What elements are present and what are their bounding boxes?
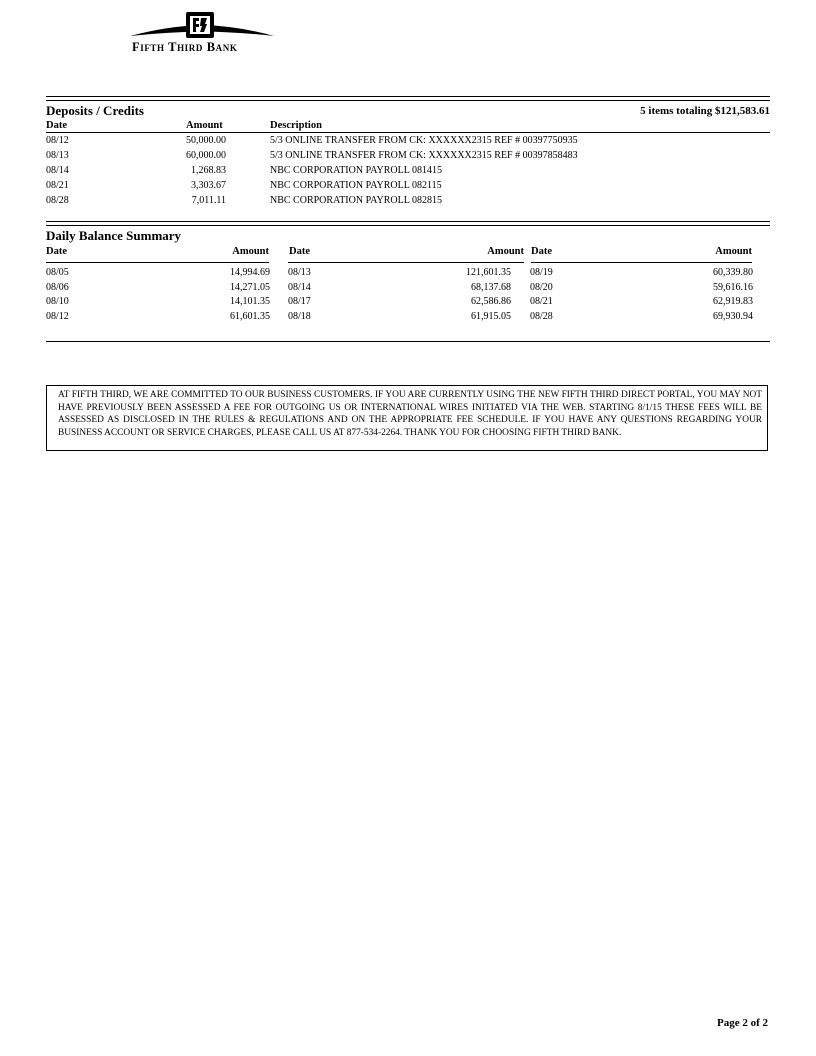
deposit-date: 08/13 — [46, 150, 69, 161]
balance-date: 08/06 — [46, 282, 69, 293]
balance-date-header: Date — [289, 246, 310, 257]
deposit-description: NBC CORPORATION PAYROLL 082115 — [270, 180, 442, 191]
balance-date: 08/10 — [46, 296, 69, 307]
balance-header-rule — [531, 262, 752, 263]
balance-amount: 61,601.35 — [230, 311, 270, 322]
balance-date: 08/18 — [288, 311, 311, 322]
deposit-amount: 1,268.83 — [191, 165, 226, 176]
deposit-date: 08/12 — [46, 135, 69, 146]
balance-amount-header: Amount — [715, 246, 752, 257]
balance-date: 08/28 — [530, 311, 553, 322]
section-end-rule — [46, 341, 770, 342]
balance-amount-header: Amount — [487, 246, 524, 257]
balance-amount: 61,915.05 — [471, 311, 511, 322]
page-number: Page 2 of 2 — [716, 1017, 768, 1029]
balance-date: 08/17 — [288, 296, 311, 307]
deposit-amount: 7,011.11 — [191, 195, 226, 206]
deposits-amount-header: Amount — [186, 120, 223, 131]
balance-amount: 14,271.05 — [230, 282, 270, 293]
balance-amount: 60,339.80 — [713, 267, 753, 278]
balance-date: 08/21 — [530, 296, 553, 307]
deposit-amount: 3,303.67 — [191, 180, 226, 191]
balance-date: 08/13 — [288, 267, 311, 278]
deposit-date: 08/28 — [46, 195, 69, 206]
balance-header-rule — [46, 262, 269, 263]
daily-balance-title: Daily Balance Summary — [46, 228, 182, 243]
deposit-description: NBC CORPORATION PAYROLL 082815 — [270, 195, 442, 206]
balance-date-header: Date — [531, 246, 552, 257]
section-rule-bottom — [46, 225, 770, 226]
deposit-description: NBC CORPORATION PAYROLL 081415 — [270, 165, 442, 176]
deposit-amount: 60,000.00 — [186, 150, 226, 161]
deposits-description-header: Description — [270, 120, 322, 131]
deposits-title: Deposits / Credits — [46, 103, 144, 118]
deposits-summary: 5 items totaling $121,583.61 — [640, 105, 770, 117]
balance-amount: 14,994.69 — [230, 267, 270, 278]
bank-logo-mark — [128, 10, 276, 40]
section-rule-top — [46, 96, 770, 97]
balance-amount: 68,137.68 — [471, 282, 511, 293]
balance-header-rule — [288, 262, 524, 263]
balance-date: 08/05 — [46, 267, 69, 278]
balance-amount: 62,919.83 — [713, 296, 753, 307]
balance-amount: 69,930.94 — [713, 311, 753, 322]
section-rule-bottom — [46, 100, 770, 101]
notice-box: AT FIFTH THIRD, WE ARE COMMITTED TO OUR BUSINESS CUSTOMERS. IF YOU ARE CURRENTLY USING THE NEW FIFTH THIRD DIRECT PORTAL, YOU MAY NOT HAVE PREVIOUSLY BEEN ASSESSED A FEE FOR OUTGOING US OR INTERNATIONAL WIRES INITIATED VIA THE WEB. STARTING 8/1/15 THESE FEES WILL BE ASSESSED AS DISCLOSED IN THE RULES & REGULATIONS AND ON THE APPROPRIATE FEE SCHEDULE. IF YOU HAVE ANY QUESTIONS REGARDING YOUR BUSINESS ACCOUNT OR SERVICE CHARGES, PLEASE CALL US AT 877-534-2264. THANK YOU FOR CHOOSING FIFTH THIRD BANK. — [46, 385, 768, 451]
deposits-date-header: Date — [46, 120, 67, 131]
balance-date: 08/14 — [288, 282, 311, 293]
deposits-header-rule — [46, 132, 770, 133]
balance-amount: 121,601.35 — [466, 267, 511, 278]
deposit-amount: 50,000.00 — [186, 135, 226, 146]
deposit-date: 08/14 — [46, 165, 69, 176]
deposit-description: 5/3 ONLINE TRANSFER FROM CK: XXXXXX2315 REF # 00397858483 — [270, 150, 578, 161]
balance-date: 08/19 — [530, 267, 553, 278]
bank-name: Fifth Third Bank — [132, 40, 238, 54]
balance-amount: 14,101.35 — [230, 296, 270, 307]
balance-date-header: Date — [46, 246, 67, 257]
balance-amount: 59,616.16 — [713, 282, 753, 293]
balance-amount: 62,586.86 — [471, 296, 511, 307]
balance-date: 08/12 — [46, 311, 69, 322]
balance-date: 08/20 — [530, 282, 553, 293]
section-rule-top — [46, 221, 770, 222]
bank-logo — [128, 10, 276, 56]
deposit-description: 5/3 ONLINE TRANSFER FROM CK: XXXXXX2315 REF # 00397750935 — [270, 135, 578, 146]
deposit-date: 08/21 — [46, 180, 69, 191]
balance-amount-header: Amount — [232, 246, 269, 257]
